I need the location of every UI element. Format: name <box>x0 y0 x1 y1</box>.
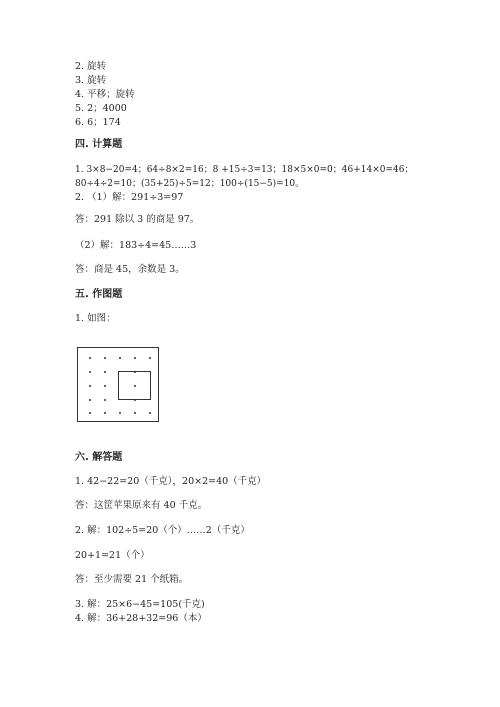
grid-dot <box>134 371 136 373</box>
solution-line: 20+1=21（个） <box>75 550 150 561</box>
grid-dot <box>149 357 151 359</box>
grid-dot <box>104 385 106 387</box>
section-heading: 四. 计算题 <box>75 139 123 150</box>
grid-dot <box>119 357 121 359</box>
solution-line: 2. 解：102÷5=20（个）……2（千克） <box>75 525 250 536</box>
grid-dot <box>89 399 91 401</box>
calc-line: （2）解：183÷4=45……3 <box>75 240 197 251</box>
grid-dot <box>149 412 151 414</box>
answer-line: 2. 旋转 <box>75 61 107 72</box>
grid-dot <box>104 371 106 373</box>
section-heading: 六. 解答题 <box>75 452 123 463</box>
grid-dot <box>104 399 106 401</box>
grid-dot <box>104 412 106 414</box>
answer-line: 3. 旋转 <box>75 75 107 86</box>
solution-line: 1. 42−22=20（千克），20×2=40（千克） <box>75 476 267 487</box>
answer-line: 6. 6；174 <box>75 117 121 128</box>
solution-answer: 答：至少需要 21 个纸箱。 <box>75 574 189 585</box>
grid-dot <box>134 385 136 387</box>
grid-dot <box>89 371 91 373</box>
calc-line: 1. 3×8−20=4；64÷8×2=16；8 +15÷3=13；18×5×0=0；46+14×0=46； <box>75 165 414 175</box>
calc-answer: 答：291 除以 3 的商是 97。 <box>75 214 200 225</box>
grid-dot <box>89 412 91 414</box>
dot-grid-figure <box>77 347 159 422</box>
answer-line: 4. 平移；旋转 <box>75 89 135 100</box>
solution-line: 3. 解：25×6−45=105(千克) <box>75 599 205 610</box>
calc-line: 80÷4÷2=10；(35+25)÷5=12；100÷(15−5)=10。 <box>75 179 305 189</box>
grid-dot <box>134 412 136 414</box>
calc-answer: 答：商是 45，余数是 3。 <box>75 264 185 275</box>
solution-answer: 答：这筐苹果原来有 40 千克。 <box>75 500 208 511</box>
grid-dot <box>89 385 91 387</box>
grid-dot <box>134 357 136 359</box>
drawing-label: 1. 如图： <box>75 313 116 324</box>
solution-line: 4. 解：36+28+32=96（本） <box>75 613 207 624</box>
grid-dot <box>104 357 106 359</box>
grid-dot <box>89 357 91 359</box>
answer-line: 5. 2；4000 <box>75 103 127 114</box>
grid-dot <box>119 412 121 414</box>
section-heading: 五. 作图题 <box>75 289 123 300</box>
grid-dot <box>134 399 136 401</box>
calc-line: 2. （1）解：291÷3=97 <box>75 192 184 203</box>
